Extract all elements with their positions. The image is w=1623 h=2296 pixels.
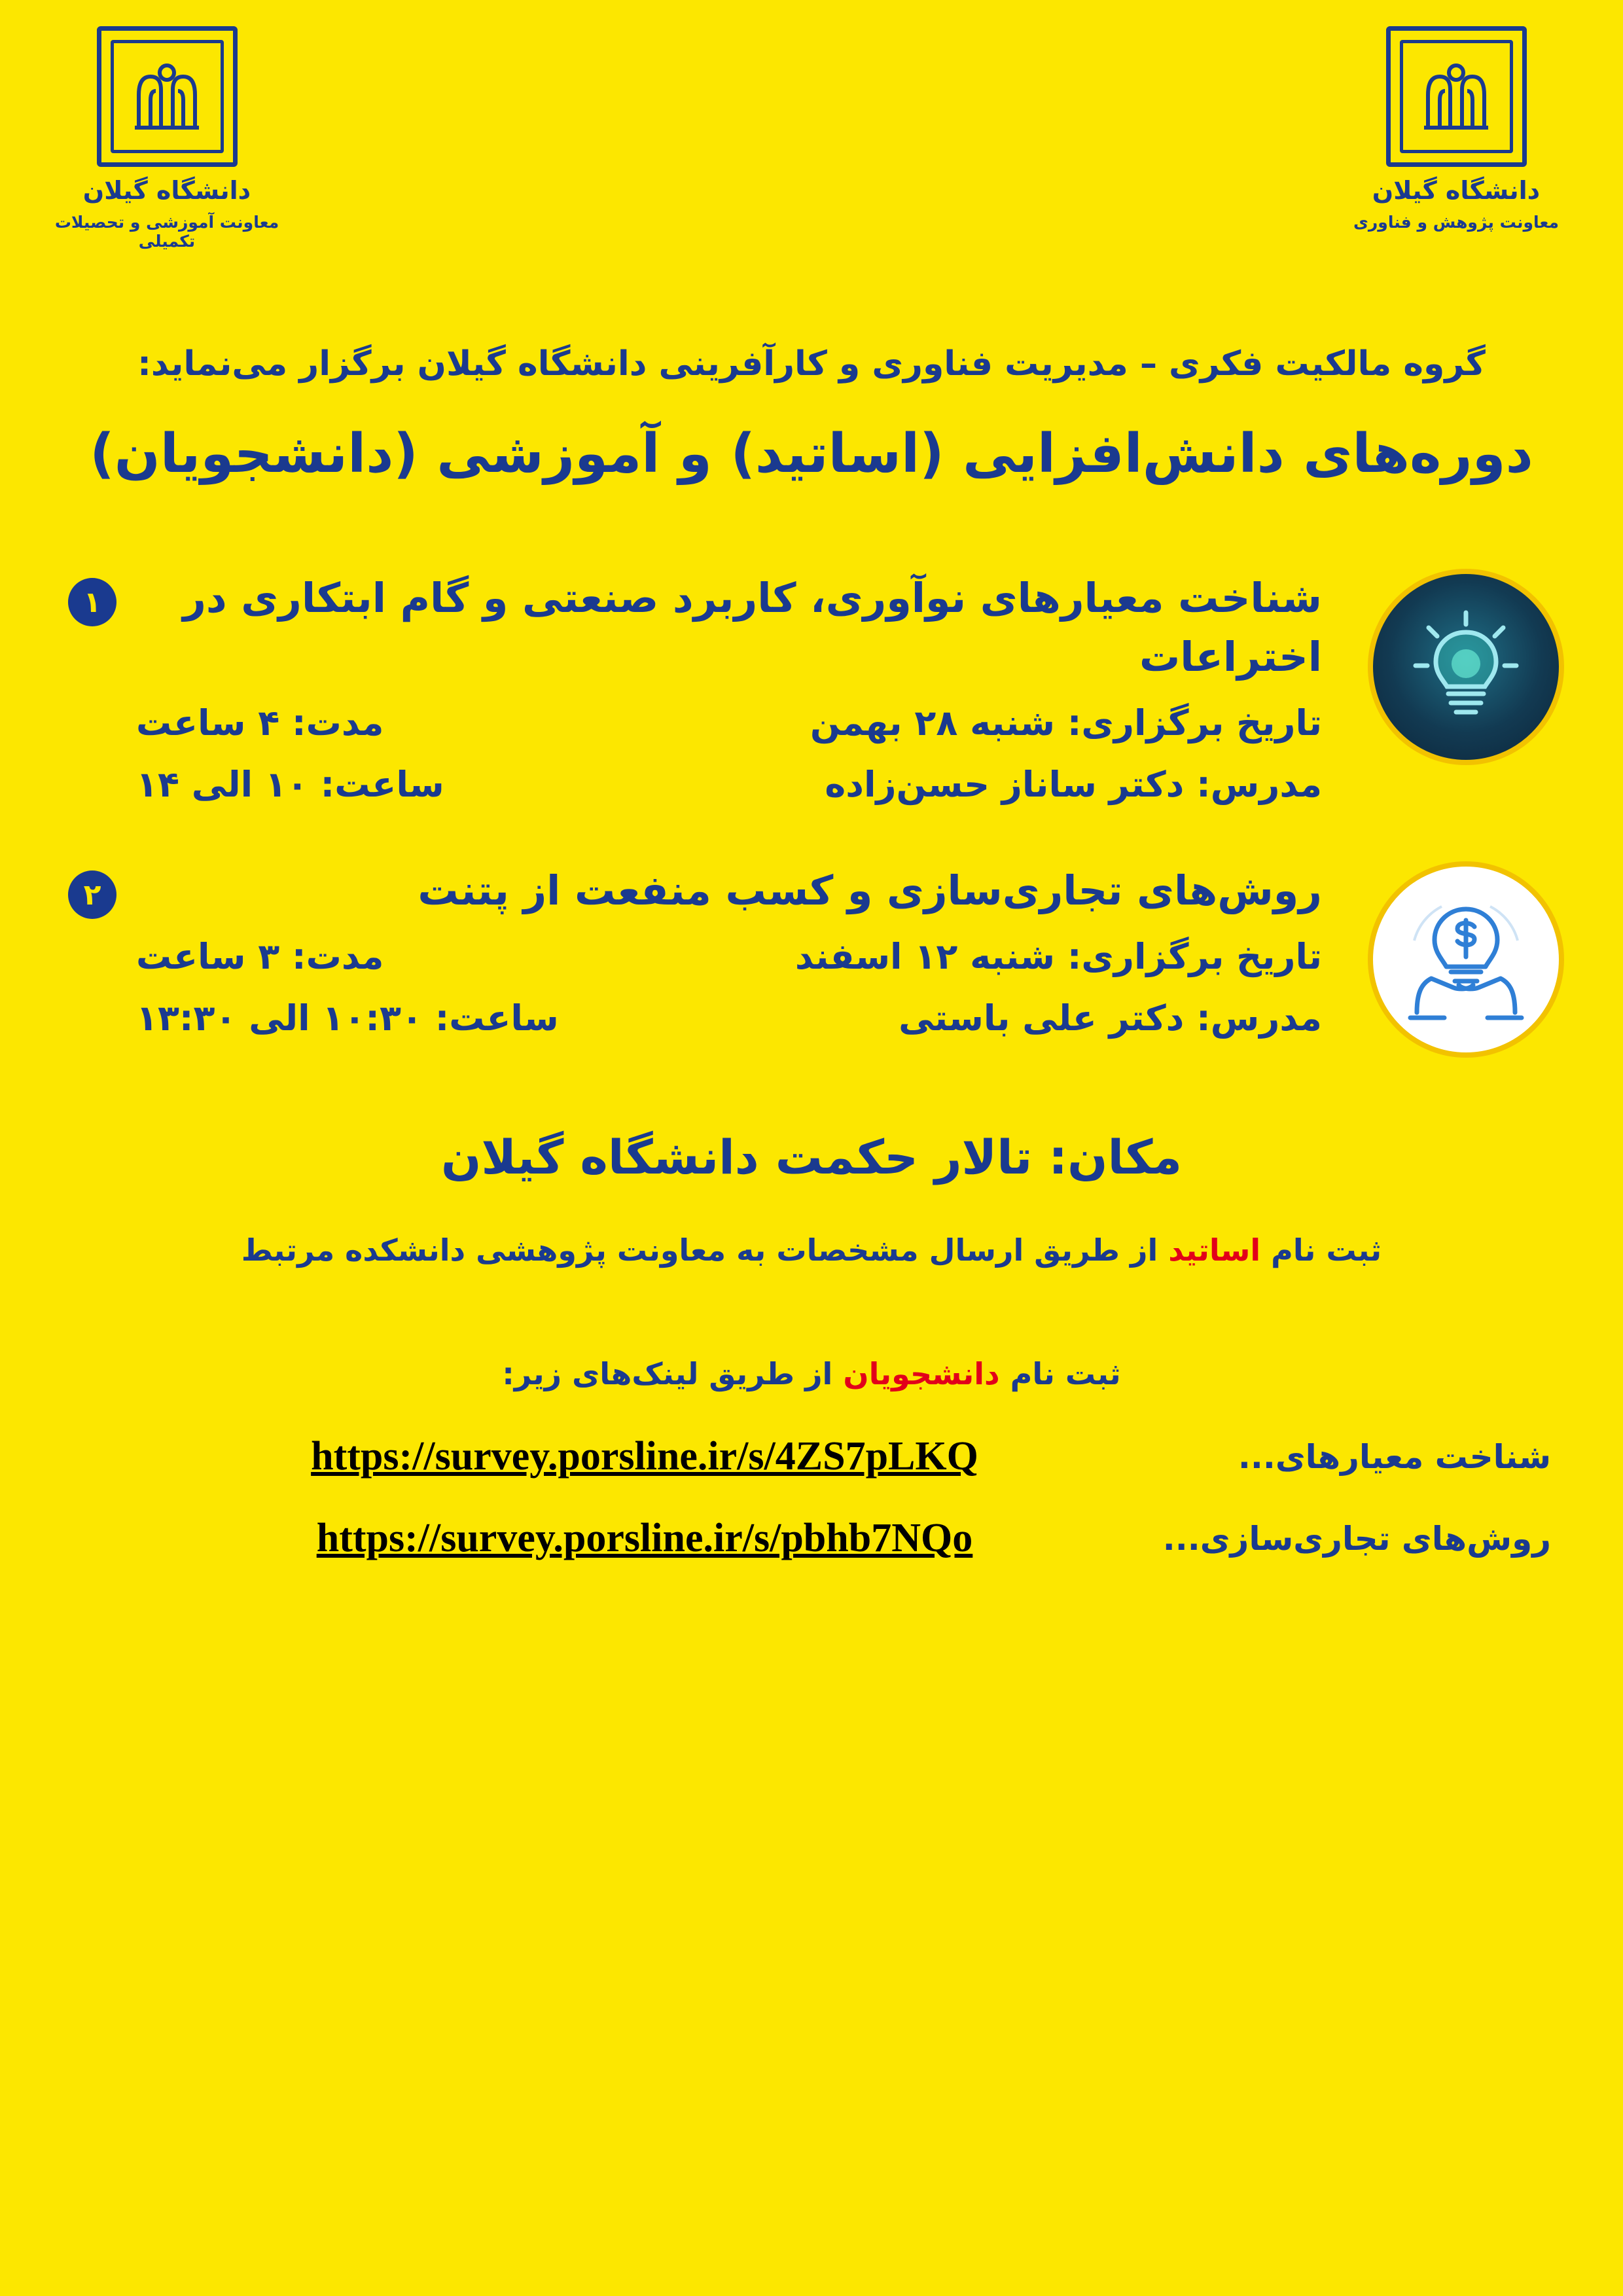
- course-icon-wrapper: [1348, 861, 1564, 1077]
- registration-link-row: [72, 1515, 1551, 1562]
- link-label: روش‌های تجاری‌سازی...: [1162, 1519, 1551, 1558]
- registration-faculty-prefix: ثبت نام: [1260, 1232, 1382, 1268]
- course-time: ساعت: ۱۰:۳۰ الی ۱۳:۳۰: [136, 997, 559, 1039]
- registration-students-line: [0, 1352, 1623, 1397]
- registration-faculty-line: [0, 1228, 1623, 1273]
- course-duration: مدت: ۴ ساعت: [136, 702, 384, 744]
- registration-faculty-suffix: از طریق ارسال مشخصات به معاونت پژوهشی دانشکده مرتبط: [241, 1232, 1169, 1268]
- registration-link-row: [72, 1433, 1551, 1480]
- course-instructor: مدرس: دکتر ساناز حسن‌زاده: [825, 763, 1322, 805]
- poster-header: [0, 0, 1623, 327]
- registration-students-prefix: ثبت نام: [999, 1356, 1121, 1392]
- crest-motif-icon: [124, 54, 209, 139]
- course-title: روش‌های تجاری‌سازی و کسب منفعت از پتنت: [418, 867, 1322, 915]
- logo-subtitle: معاونت آموزشی و تحصیلات تکمیلی: [54, 213, 279, 251]
- course-number-badge: ۱: [68, 578, 116, 626]
- lightbulb-innovation-icon: [1368, 569, 1564, 765]
- university-crest-icon: [97, 26, 238, 167]
- course-number-badge: ۲: [68, 870, 116, 919]
- registration-faculty-highlight: اساتید: [1168, 1232, 1261, 1268]
- university-crest-icon: [1386, 26, 1527, 167]
- course-text: [116, 569, 1322, 809]
- survey-link-commercialization[interactable]: https://survey.porsline.ir/s/pbhb7NQo: [316, 1516, 973, 1561]
- logo-research-deputy: [1315, 26, 1597, 232]
- course-duration: مدت: ۳ ساعت: [136, 936, 384, 978]
- course-date: تاریخ برگزاری: شنبه ۲۸ بهمن: [810, 702, 1322, 744]
- logo-university-name: دانشگاه گیلان: [82, 176, 251, 205]
- course-text: [116, 861, 1322, 1043]
- registration-links: [0, 1433, 1623, 1562]
- venue-line: مکان: تالار حکمت دانشگاه گیلان: [440, 1130, 1183, 1185]
- course-time: ساعت: ۱۰ الی ۱۴: [136, 763, 444, 805]
- course-list: [0, 569, 1623, 1077]
- course-instructor: مدرس: دکتر علی باستی: [899, 997, 1322, 1039]
- link-label: شناخت معیارهای...: [1238, 1437, 1551, 1476]
- course-date: تاریخ برگزاری: شنبه ۱۲ اسفند: [794, 936, 1322, 978]
- course-meta-row-1: [136, 698, 1322, 748]
- course-title: شناخت معیارهای نوآوری، کاربرد صنعتی و گام ابتکاری در اختراعات: [183, 574, 1322, 681]
- organizer-line: گروه مالکیت فکری – مدیریت فناوری و کارآفرینی دانشگاه گیلان برگزار می‌نماید:: [137, 344, 1486, 384]
- course-meta-row-1: [136, 932, 1322, 982]
- crest-motif-icon: [1414, 54, 1499, 139]
- survey-link-innovation[interactable]: https://survey.porsline.ir/s/4ZS7pLKQ: [311, 1434, 978, 1479]
- course-meta-row-2: [136, 760, 1322, 810]
- registration-students-suffix: از طریق لینک‌های زیر:: [502, 1356, 844, 1392]
- logo-subtitle: معاونت پژوهش و فناوری: [1353, 213, 1559, 232]
- course-meta-row-2: [136, 994, 1322, 1043]
- registration-students-highlight: دانشجویان: [843, 1356, 1000, 1392]
- logo-university-name: دانشگاه گیلان: [1372, 176, 1541, 205]
- course-icon-wrapper: [1348, 569, 1564, 785]
- hands-holding-dollar-bulb-icon: [1368, 861, 1564, 1058]
- logo-education-deputy: [26, 26, 308, 251]
- course-item: [0, 569, 1623, 809]
- course-item: [0, 861, 1623, 1077]
- page-title: دوره‌های دانش‌افزایی (اساتید) و آموزشی (دانشجویان): [90, 422, 1533, 485]
